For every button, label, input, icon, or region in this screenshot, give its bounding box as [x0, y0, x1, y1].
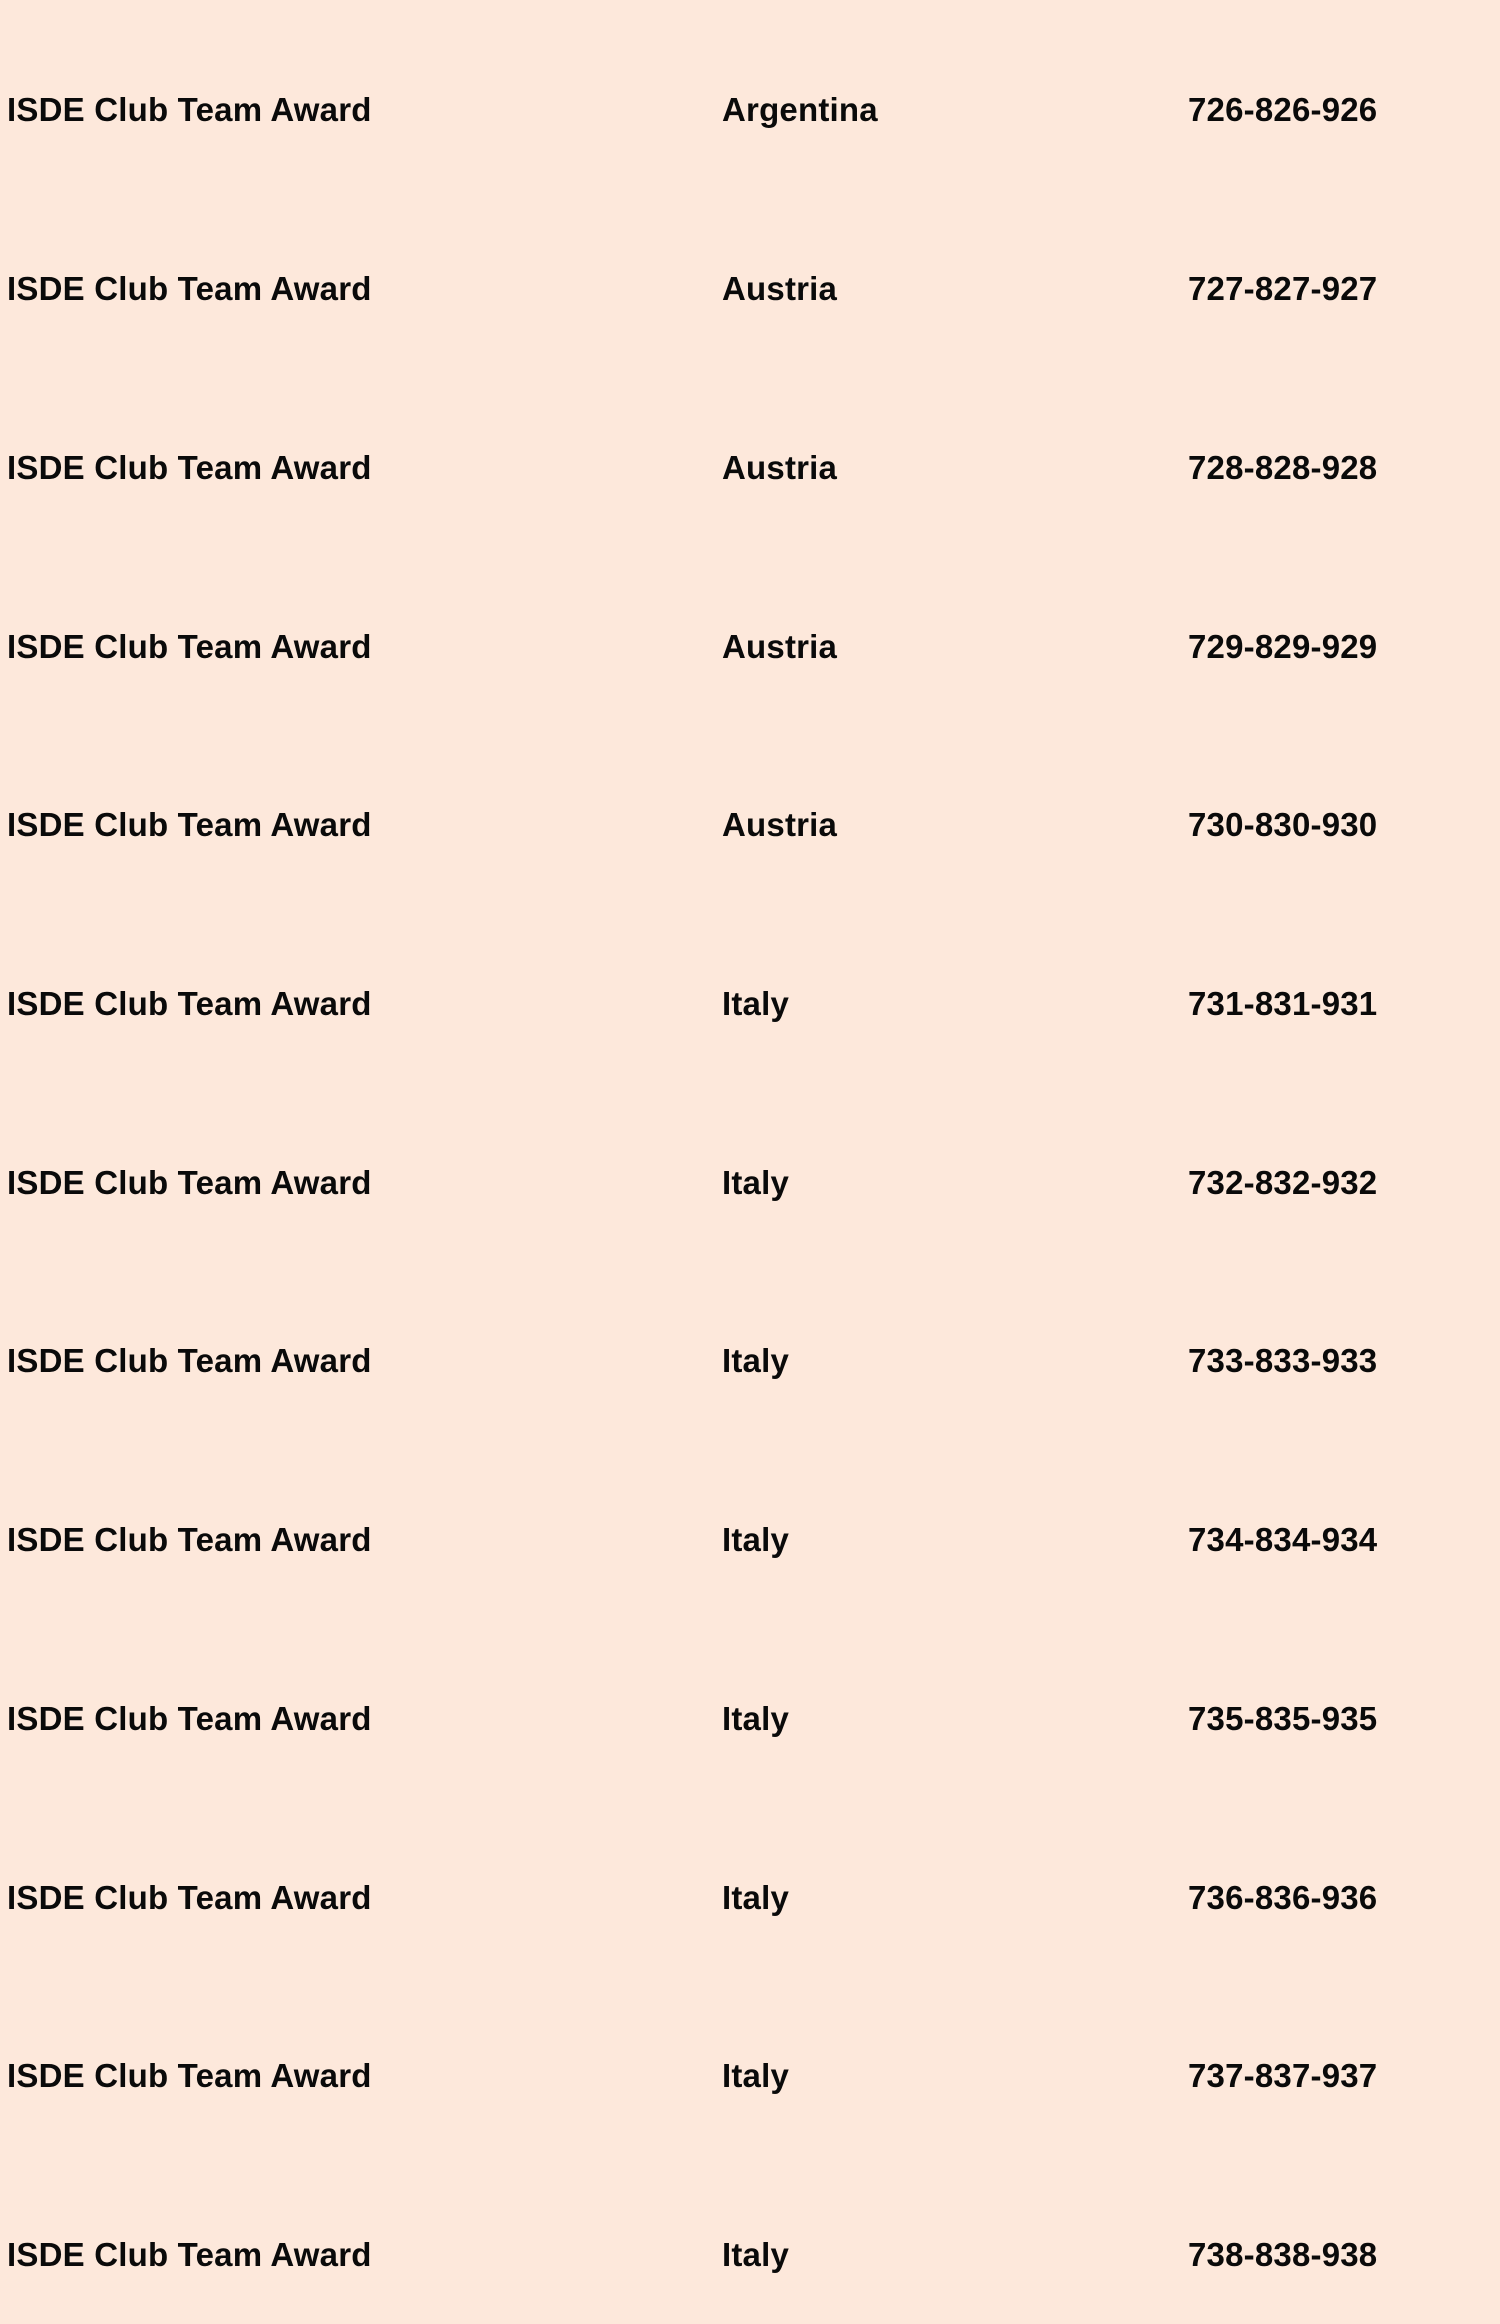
country-cell: Austria	[722, 270, 838, 307]
table-row	[0, 1510, 1500, 1570]
code-cell: 730-830-930	[1188, 806, 1378, 843]
table-row	[0, 1331, 1500, 1391]
award-cell: ISDE Club Team Award	[7, 1164, 372, 1201]
country-cell: Austria	[722, 628, 838, 665]
code-cell: 737-837-937	[1188, 2057, 1378, 2094]
code-cell: 729-829-929	[1188, 628, 1378, 665]
code-cell: 738-838-938	[1188, 2236, 1378, 2273]
award-cell: ISDE Club Team Award	[7, 1879, 372, 1916]
table-row	[0, 438, 1500, 498]
award-cell: ISDE Club Team Award	[7, 628, 372, 665]
code-cell: 734-834-934	[1188, 1521, 1378, 1558]
award-cell: ISDE Club Team Award	[7, 449, 372, 486]
table-row	[0, 617, 1500, 677]
code-cell: 733-833-933	[1188, 1342, 1378, 1379]
award-cell: ISDE Club Team Award	[7, 985, 372, 1022]
code-cell: 727-827-927	[1188, 270, 1378, 307]
country-cell: Italy	[722, 1164, 790, 1201]
country-cell: Austria	[722, 806, 838, 843]
country-cell: Italy	[722, 985, 790, 1022]
country-cell: Italy	[722, 1521, 790, 1558]
code-cell: 731-831-931	[1188, 985, 1378, 1022]
award-cell: ISDE Club Team Award	[7, 806, 372, 843]
code-cell: 732-832-932	[1188, 1164, 1378, 1201]
country-cell: Italy	[722, 1342, 790, 1379]
table-row	[0, 974, 1500, 1034]
country-cell: Argentina	[722, 91, 878, 128]
country-cell: Italy	[722, 2057, 790, 2094]
table-row	[0, 795, 1500, 855]
code-cell: 726-826-926	[1188, 91, 1378, 128]
award-cell: ISDE Club Team Award	[7, 270, 372, 307]
code-cell: 736-836-936	[1188, 1879, 1378, 1916]
country-cell: Austria	[722, 449, 838, 486]
table-row	[0, 1689, 1500, 1749]
table-row	[0, 1153, 1500, 1213]
award-cell: ISDE Club Team Award	[7, 2236, 372, 2273]
table-row	[0, 259, 1500, 319]
country-cell: Italy	[722, 1700, 790, 1737]
table-row	[0, 1868, 1500, 1928]
award-cell: ISDE Club Team Award	[7, 2057, 372, 2094]
table-row	[0, 2046, 1500, 2106]
code-cell: 728-828-928	[1188, 449, 1378, 486]
award-cell: ISDE Club Team Award	[7, 1700, 372, 1737]
country-cell: Italy	[722, 1879, 790, 1916]
award-cell: ISDE Club Team Award	[7, 91, 372, 128]
table-row	[0, 2225, 1500, 2285]
table-row	[0, 80, 1500, 140]
award-cell: ISDE Club Team Award	[7, 1521, 372, 1558]
country-cell: Italy	[722, 2236, 790, 2273]
code-cell: 735-835-935	[1188, 1700, 1378, 1737]
award-cell: ISDE Club Team Award	[7, 1342, 372, 1379]
